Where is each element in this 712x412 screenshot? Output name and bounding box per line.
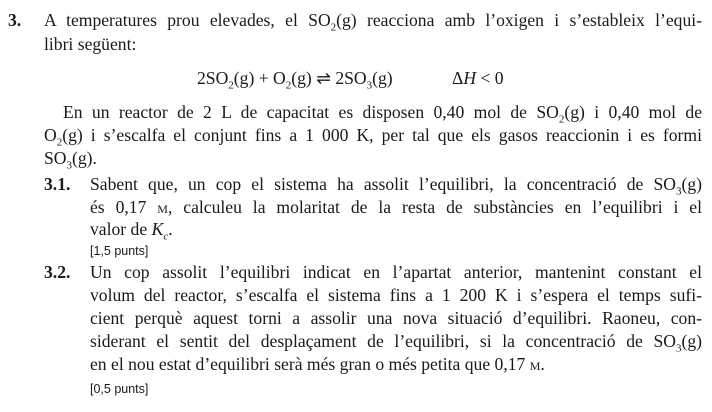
context-line-3: $SO_3(g)$.: [44, 148, 97, 172]
subquestion-number-3-2: 3.2.: [44, 262, 71, 282]
subquestion-3-1-line-3: valor de $K_c$.: [90, 219, 173, 243]
context-line-2: $O_2(g)$ i s’escalfa el conjunt fins a 1 000 K, per tal que els gasos reaccionin i es formi: [44, 125, 702, 149]
enthalpy-condition: ΔH < 0: [452, 68, 504, 88]
subquestion-3-2-line-4: siderant el sentit del desplaçament de l’equilibri, si la concentració de $SO_3(g)$: [90, 331, 702, 355]
subquestion-3-1-line-1: Sabent que, un cop el sistema ha assolit l’equilibri, la concentració de $SO_3(g)$: [90, 174, 702, 198]
subquestion-3-1-points: [1,5 punts]: [90, 244, 149, 258]
question-number: 3.: [8, 10, 22, 30]
reaction-equation: $2SO_2(g) + O_2(g)$ ⇌ $2SO_3(g)$: [197, 68, 393, 92]
subquestion-3-2-points: [0,5 punts]: [90, 382, 149, 396]
subquestion-number-3-1: 3.1.: [44, 174, 71, 194]
subquestion-3-2-line-1: Un cop assolit l’equilibri indicat en l’apartat anterior, mantenint constant el: [90, 262, 702, 282]
context-line-1: En un reactor de 2 L de capacitat es disposen 0,40 mol de $SO_2(g)$ i 0,40 mol de: [63, 102, 702, 126]
intro-line-1: A temperatures prou elevades, el $SO_2(g)$ reacciona amb l’oxigen i s’estableix l’equi-: [44, 10, 702, 34]
subquestion-3-2-line-3: cient perquè aquest torni a assolir una nova situació d’equilibri. Raoneu, con-: [90, 308, 702, 328]
subquestion-3-2-line-5: en el nou estat d’equilibri serà més gran o més petita que 0,17 m.: [90, 354, 545, 374]
subquestion-3-1-line-2: és 0,17 m, calculeu la molaritat de la resta de substàncies en l’equilibri i el: [90, 197, 703, 217]
intro-line-2: libri següent:: [44, 34, 137, 54]
subquestion-3-2-line-2: volum del reactor, s’escalfa el sistema fins a 1 200 K i s’espera el temps sufi-: [90, 285, 702, 305]
